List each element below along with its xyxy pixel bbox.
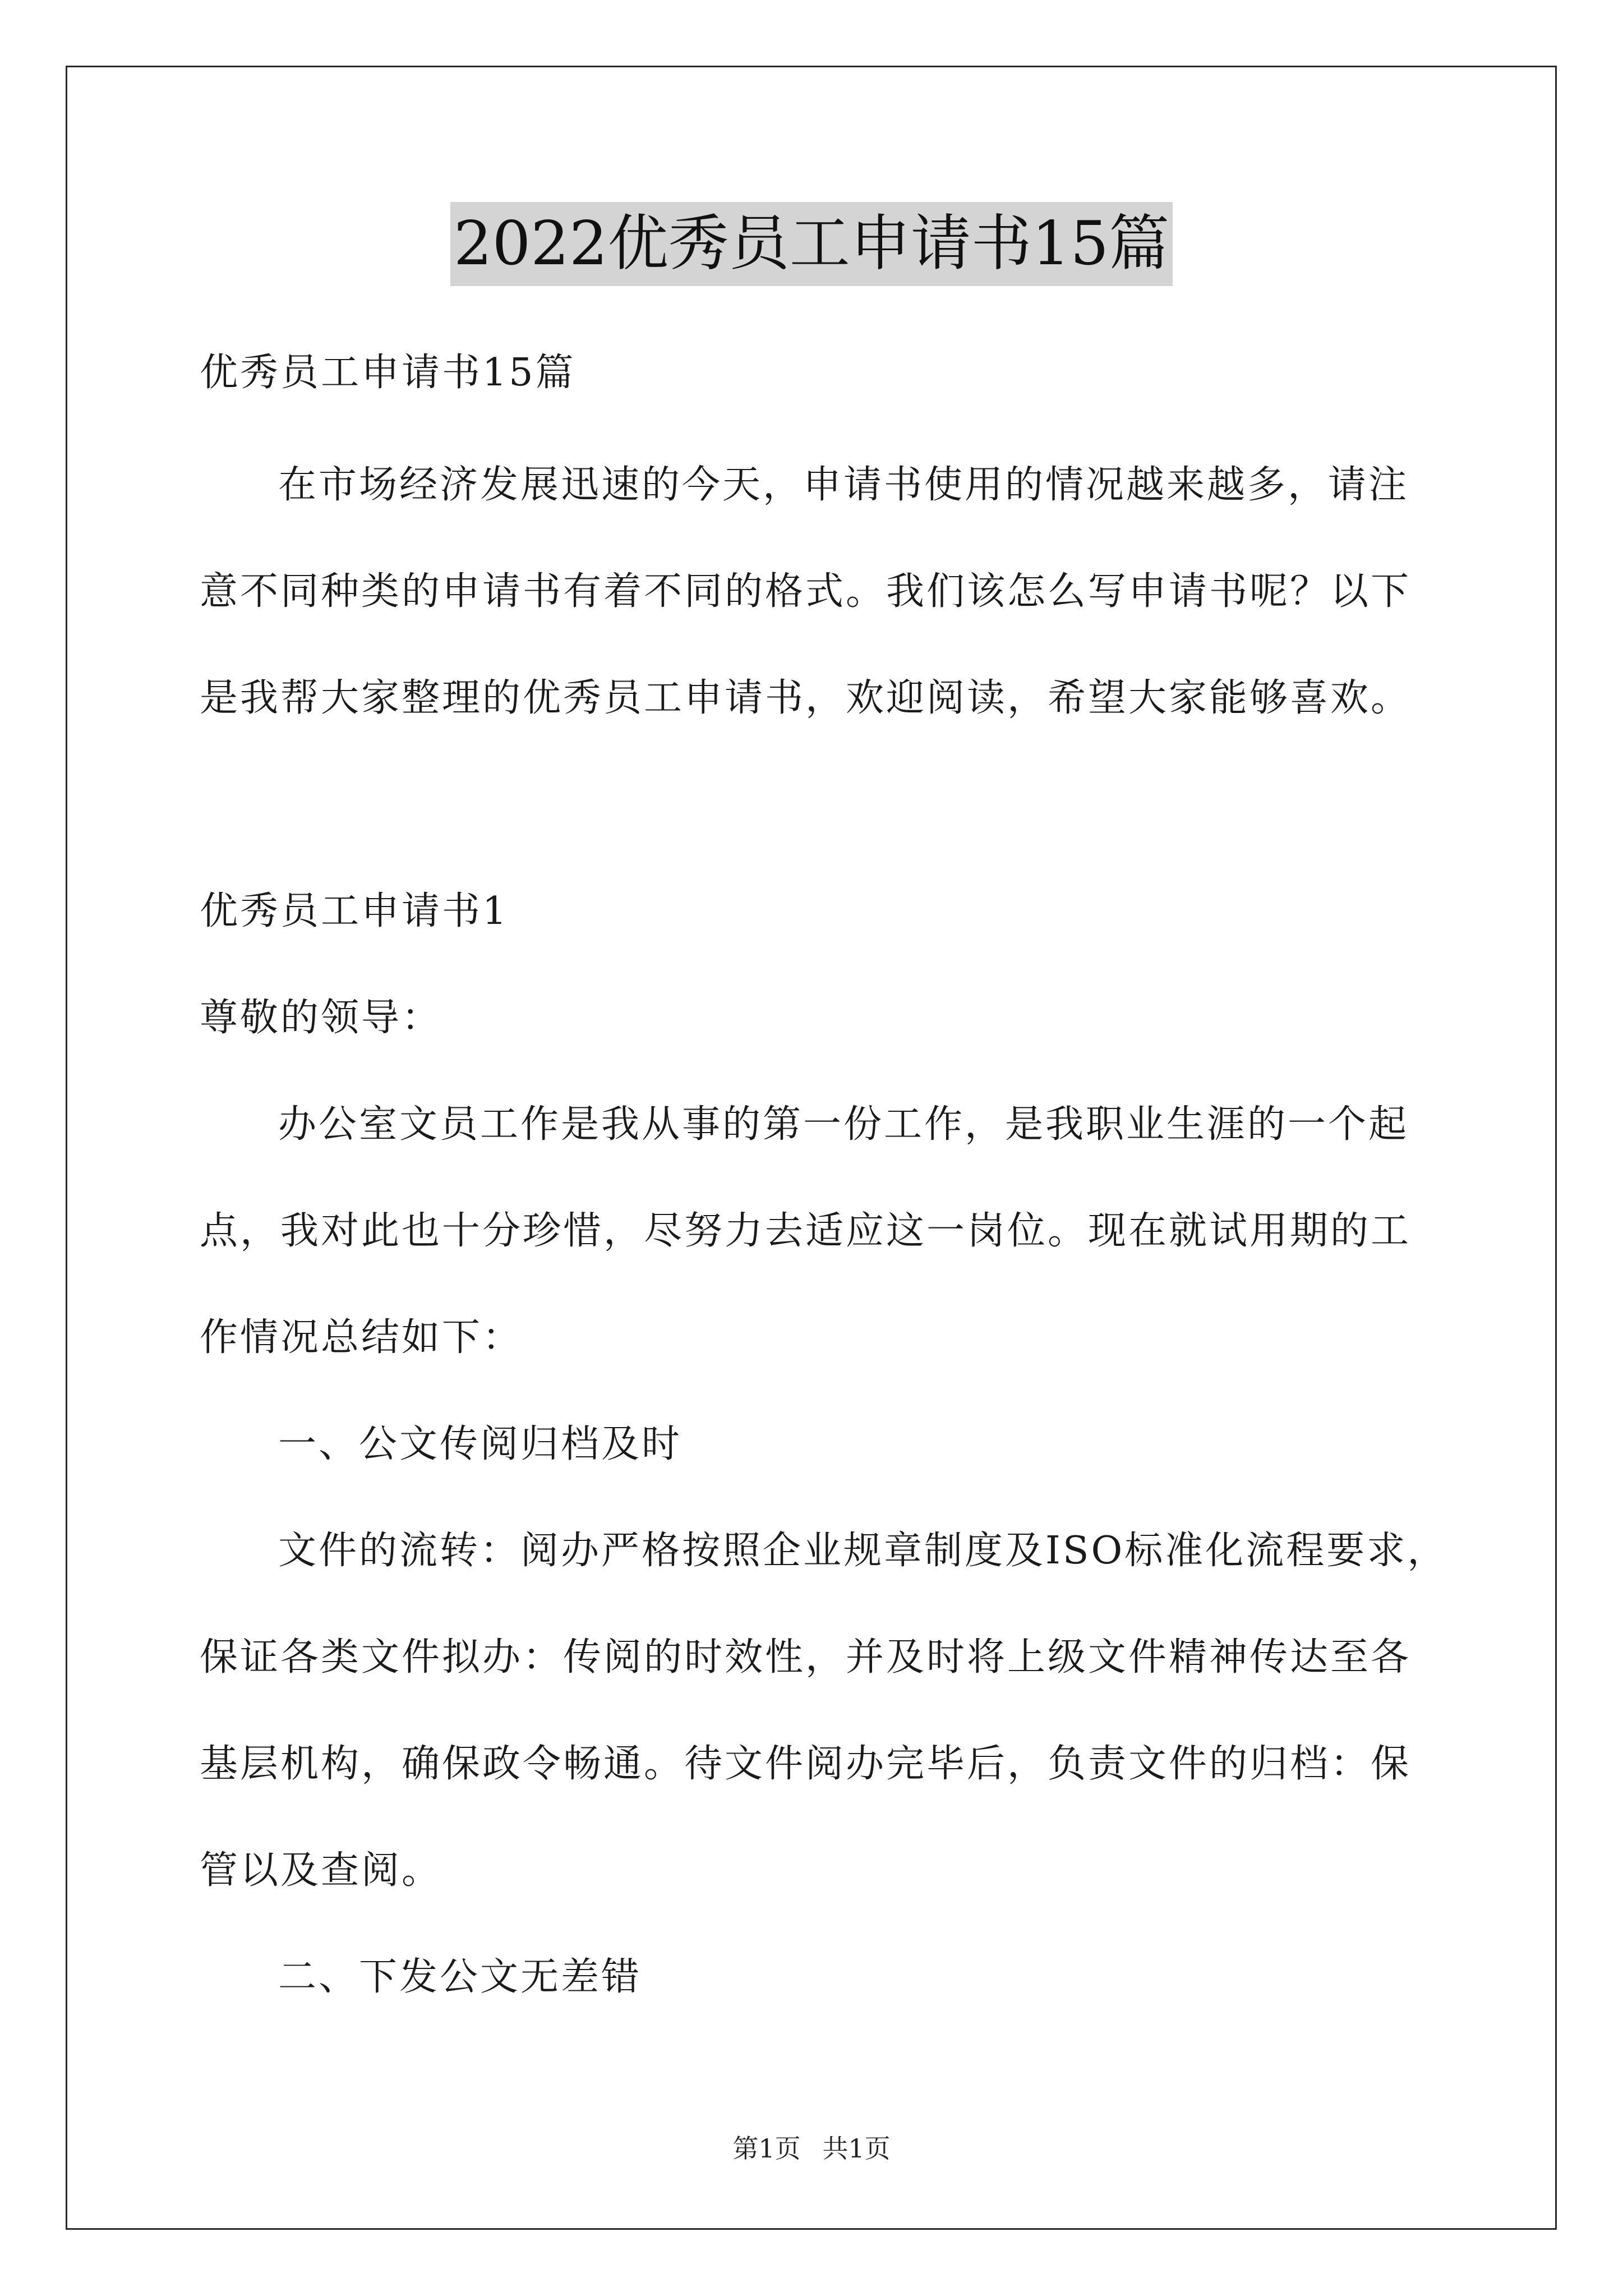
para1-line-1: 办公室文员工作是我从事的第一份工作，是我职业生涯的一个起 [278,1102,1409,1147]
document-subtitle: 优秀员工申请书15篇 [200,351,576,395]
para2-line-4: 管以及查阅。 [200,1848,442,1893]
intro-line-3: 是我帮大家整理的优秀员工申请书，欢迎阅读，希望大家能够喜欢。 [200,676,1412,720]
document-title: 2022优秀员工申请书15篇 [450,202,1173,286]
intro-line-2: 意不同种类的申请书有着不同的格式。我们该怎么写申请书呢？以下 [200,569,1412,614]
para2-line-1: 文件的流转：阅办严格按照企业规章制度及ISO标准化流程要求， [278,1529,1448,1573]
para1-line-2: 点，我对此也十分珍惜，尽努力去适应这一岗位。现在就试用期的工 [200,1209,1412,1253]
page-current: 第1页 [732,2133,801,2164]
page-footer [0,2132,1623,2165]
section-heading: 优秀员工申请书1 [200,889,509,933]
para2-line-2: 保证各类文件拟办：传阅的时效性，并及时将上级文件精神传达至各 [200,1635,1412,1680]
intro-line-1: 在市场经济发展迅速的今天，申请书使用的情况越来越多，请注 [278,463,1409,507]
page-total: 共1页 [822,2133,891,2164]
title-container [0,202,1623,286]
para1-line-3: 作情况总结如下： [200,1315,523,1360]
item1-heading: 一、公文传阅归档及时 [278,1422,683,1466]
para2-line-3: 基层机构，确保政令畅通。待文件阅办完毕后，负责文件的归档：保 [200,1742,1412,1786]
item2-heading: 二、下发公文无差错 [278,1955,642,1999]
salutation: 尊敬的领导： [200,996,442,1040]
